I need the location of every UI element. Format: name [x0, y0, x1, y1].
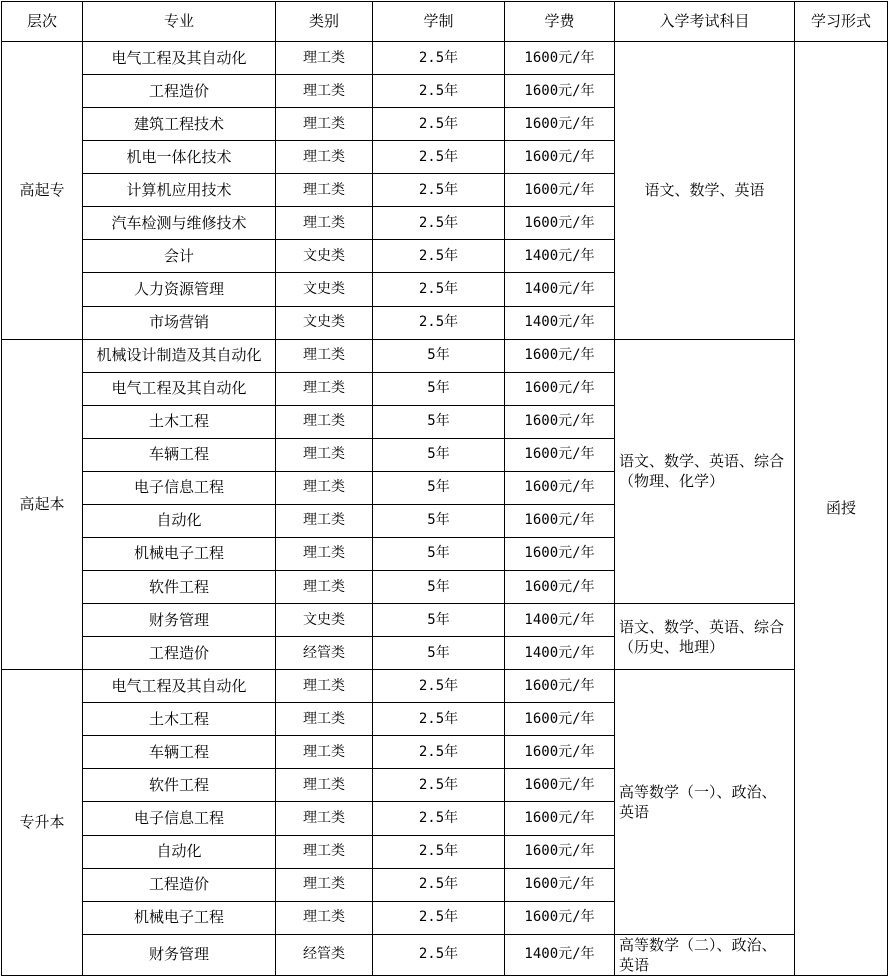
category-cell: 文史类 — [276, 604, 373, 637]
fee-cell: 1600元/年 — [505, 471, 615, 504]
major-cell: 人力资源管理 — [83, 273, 276, 306]
header-duration: 学制 — [373, 2, 505, 42]
duration-cell: 2.5年 — [373, 75, 505, 108]
duration-cell: 5年 — [373, 471, 505, 504]
table-row — [2, 670, 888, 703]
major-cell: 市场营销 — [83, 306, 276, 339]
duration-cell: 2.5年 — [373, 901, 505, 934]
fee-cell: 1600元/年 — [505, 108, 615, 141]
fee-cell: 1600元/年 — [505, 703, 615, 736]
category-cell: 理工类 — [276, 769, 373, 802]
duration-cell: 5年 — [373, 405, 505, 438]
fee-cell: 1600元/年 — [505, 769, 615, 802]
major-cell: 软件工程 — [83, 769, 276, 802]
category-cell: 理工类 — [276, 736, 373, 769]
table-row — [2, 339, 888, 372]
fee-cell: 1600元/年 — [505, 868, 615, 901]
header-fee: 学费 — [505, 2, 615, 42]
fee-cell: 1600元/年 — [505, 736, 615, 769]
duration-cell: 5年 — [373, 637, 505, 670]
exam-subjects-cell: 语文、数学、英语、综合（物理、化学） — [615, 339, 795, 604]
enrollment-program-table — [1, 1, 888, 976]
exam-subjects-cell: 高等数学（二）、政治、英语 — [615, 934, 795, 975]
duration-cell: 5年 — [373, 504, 505, 537]
fee-cell: 1400元/年 — [505, 934, 615, 975]
duration-cell: 2.5年 — [373, 934, 505, 975]
table-row — [2, 934, 888, 975]
duration-cell: 2.5年 — [373, 42, 505, 75]
category-cell: 理工类 — [276, 75, 373, 108]
level-cell: 专升本 — [2, 670, 83, 976]
duration-cell: 2.5年 — [373, 835, 505, 868]
major-cell: 电气工程及其自动化 — [83, 670, 276, 703]
fee-cell: 1400元/年 — [505, 306, 615, 339]
category-cell: 理工类 — [276, 174, 373, 207]
major-cell: 工程造价 — [83, 75, 276, 108]
category-cell: 理工类 — [276, 537, 373, 570]
level-cell: 高起本 — [2, 339, 83, 670]
exam-subjects-cell: 语文、数学、英语、综合（历史、地理） — [615, 604, 795, 670]
major-cell: 汽车检测与维修技术 — [83, 207, 276, 240]
major-cell: 计算机应用技术 — [83, 174, 276, 207]
category-cell: 理工类 — [276, 670, 373, 703]
fee-cell: 1600元/年 — [505, 405, 615, 438]
fee-cell: 1600元/年 — [505, 802, 615, 835]
fee-cell: 1400元/年 — [505, 240, 615, 273]
table-body — [2, 42, 888, 976]
major-cell: 电气工程及其自动化 — [83, 372, 276, 405]
fee-cell: 1600元/年 — [505, 141, 615, 174]
header-category: 类别 — [276, 2, 373, 42]
duration-cell: 2.5年 — [373, 736, 505, 769]
fee-cell: 1400元/年 — [505, 604, 615, 637]
header-study-mode: 学习形式 — [795, 2, 888, 42]
fee-cell: 1400元/年 — [505, 273, 615, 306]
exam-subjects-cell: 高等数学（一）、政治、英语 — [615, 670, 795, 935]
category-cell: 理工类 — [276, 835, 373, 868]
duration-cell: 2.5年 — [373, 703, 505, 736]
duration-cell: 2.5年 — [373, 174, 505, 207]
category-cell: 文史类 — [276, 306, 373, 339]
category-cell: 理工类 — [276, 339, 373, 372]
major-cell: 电子信息工程 — [83, 471, 276, 504]
fee-cell: 1600元/年 — [505, 901, 615, 934]
major-cell: 自动化 — [83, 504, 276, 537]
header-level: 层次 — [2, 2, 83, 42]
category-cell: 理工类 — [276, 372, 373, 405]
major-cell: 建筑工程技术 — [83, 108, 276, 141]
category-cell: 理工类 — [276, 868, 373, 901]
category-cell: 理工类 — [276, 571, 373, 604]
major-cell: 车辆工程 — [83, 736, 276, 769]
major-cell: 工程造价 — [83, 868, 276, 901]
category-cell: 理工类 — [276, 504, 373, 537]
category-cell: 理工类 — [276, 471, 373, 504]
exam-subjects-cell: 语文、数学、英语 — [615, 42, 795, 340]
duration-cell: 2.5年 — [373, 306, 505, 339]
duration-cell: 5年 — [373, 372, 505, 405]
major-cell: 财务管理 — [83, 934, 276, 975]
table-row — [2, 42, 888, 75]
major-cell: 工程造价 — [83, 637, 276, 670]
duration-cell: 2.5年 — [373, 207, 505, 240]
category-cell: 经管类 — [276, 934, 373, 975]
fee-cell: 1600元/年 — [505, 207, 615, 240]
duration-cell: 5年 — [373, 339, 505, 372]
major-cell: 土木工程 — [83, 405, 276, 438]
major-cell: 软件工程 — [83, 571, 276, 604]
major-cell: 车辆工程 — [83, 438, 276, 471]
duration-cell: 2.5年 — [373, 273, 505, 306]
major-cell: 土木工程 — [83, 703, 276, 736]
level-cell: 高起专 — [2, 42, 83, 340]
category-cell: 理工类 — [276, 901, 373, 934]
fee-cell: 1600元/年 — [505, 372, 615, 405]
major-cell: 机械电子工程 — [83, 901, 276, 934]
category-cell: 理工类 — [276, 42, 373, 75]
table-row — [2, 604, 888, 637]
major-cell: 电子信息工程 — [83, 802, 276, 835]
fee-cell: 1600元/年 — [505, 438, 615, 471]
major-cell: 机械电子工程 — [83, 537, 276, 570]
duration-cell: 5年 — [373, 537, 505, 570]
fee-cell: 1600元/年 — [505, 670, 615, 703]
category-cell: 理工类 — [276, 141, 373, 174]
fee-cell: 1600元/年 — [505, 75, 615, 108]
category-cell: 理工类 — [276, 703, 373, 736]
fee-cell: 1600元/年 — [505, 504, 615, 537]
major-cell: 机械设计制造及其自动化 — [83, 339, 276, 372]
fee-cell: 1600元/年 — [505, 339, 615, 372]
duration-cell: 2.5年 — [373, 670, 505, 703]
duration-cell: 2.5年 — [373, 868, 505, 901]
duration-cell: 5年 — [373, 438, 505, 471]
category-cell: 文史类 — [276, 240, 373, 273]
duration-cell: 5年 — [373, 604, 505, 637]
header-row — [2, 2, 888, 42]
fee-cell: 1600元/年 — [505, 571, 615, 604]
major-cell: 电气工程及其自动化 — [83, 42, 276, 75]
duration-cell: 2.5年 — [373, 240, 505, 273]
duration-cell: 2.5年 — [373, 769, 505, 802]
duration-cell: 5年 — [373, 571, 505, 604]
header-major: 专业 — [83, 2, 276, 42]
category-cell: 理工类 — [276, 207, 373, 240]
category-cell: 理工类 — [276, 108, 373, 141]
category-cell: 文史类 — [276, 273, 373, 306]
fee-cell: 1600元/年 — [505, 835, 615, 868]
duration-cell: 2.5年 — [373, 802, 505, 835]
fee-cell: 1600元/年 — [505, 42, 615, 75]
header-exam-subjects: 入学考试科目 — [615, 2, 795, 42]
major-cell: 机电一体化技术 — [83, 141, 276, 174]
major-cell: 自动化 — [83, 835, 276, 868]
fee-cell: 1600元/年 — [505, 537, 615, 570]
category-cell: 理工类 — [276, 405, 373, 438]
major-cell: 财务管理 — [83, 604, 276, 637]
fee-cell: 1600元/年 — [505, 174, 615, 207]
category-cell: 理工类 — [276, 438, 373, 471]
category-cell: 理工类 — [276, 802, 373, 835]
major-cell: 会计 — [83, 240, 276, 273]
fee-cell: 1400元/年 — [505, 637, 615, 670]
category-cell: 经管类 — [276, 637, 373, 670]
study-mode-cell: 函授 — [795, 42, 888, 976]
duration-cell: 2.5年 — [373, 108, 505, 141]
duration-cell: 2.5年 — [373, 141, 505, 174]
